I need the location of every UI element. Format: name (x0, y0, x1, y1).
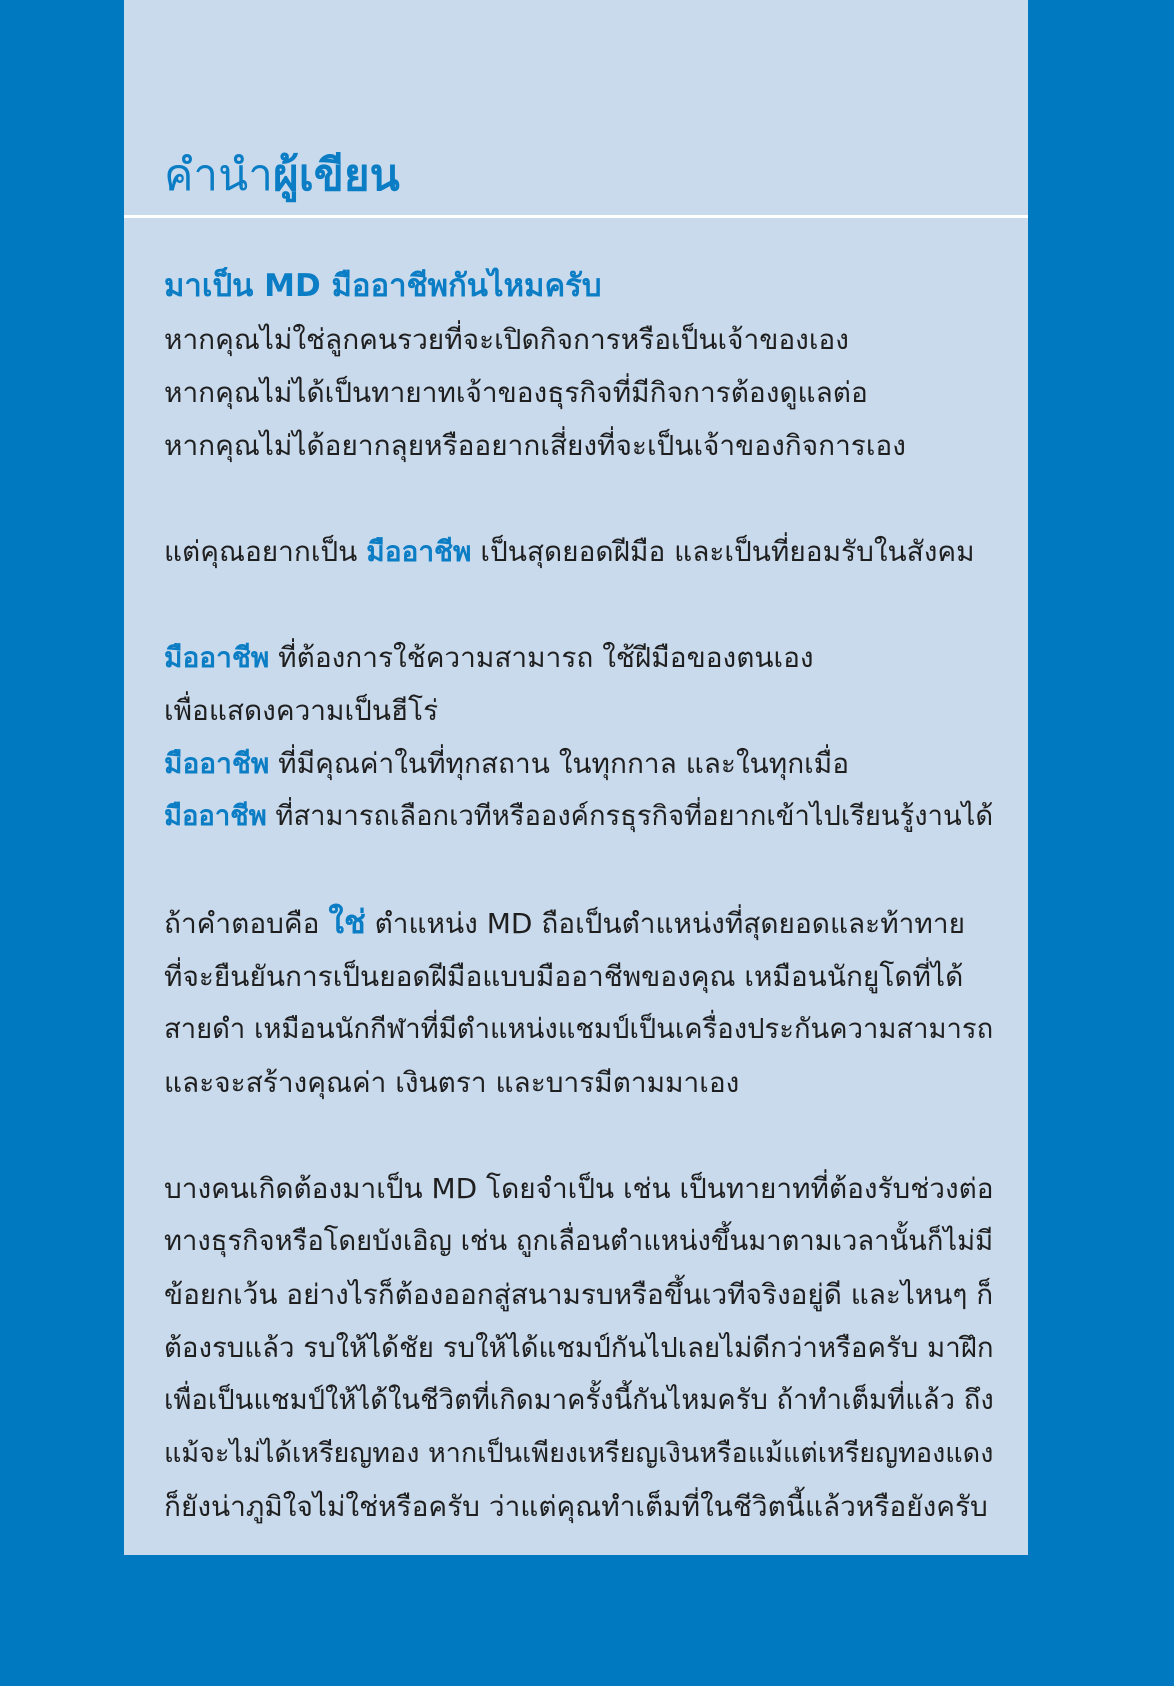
pro-line (164, 737, 994, 790)
pro-text: ที่ต้องการใช้ความสามารถ ใช้ฝีมือของตนเอง (269, 641, 814, 674)
pro-line (164, 790, 994, 843)
closing-line: แม้จะไม่ได้เหรียญทอง หากเป็นเพียงเหรียญเงินหรือแม้แต่เหรียญทองแดง (164, 1438, 994, 1469)
answer-line (164, 896, 994, 950)
paragraph-gap (164, 843, 994, 896)
page-title (164, 140, 400, 212)
answer-line: และจะสร้างคุณค่า เงินตรา และบารมีตามมาเอง (164, 1066, 740, 1099)
intro-line: หากคุณไม่ใช่ลูกคนรวยที่จะเปิดกิจการหรือเป็นเจ้าของเอง (164, 323, 849, 356)
closing-line: ก็ยังน่าภูมิใจไม่ใช่หรือครับ ว่าแต่คุณทำเต็มที่ในชีวิตนี้แล้วหรือยังครับ (164, 1490, 988, 1523)
pro-highlight: มืออาชีพ (164, 747, 270, 780)
page-panel (124, 0, 1028, 1555)
pro-line (164, 631, 994, 684)
answer-text-before: ถ้าคำตอบคือ (164, 907, 329, 940)
want-highlight: มืออาชีพ (366, 535, 472, 568)
closing-line: เพื่อเป็นแชมป์ให้ได้ในชีวิตที่เกิดมาครั้งนี้กันไหมครับ ถ้าทำเต็มที่แล้ว ถึง (164, 1385, 994, 1416)
answer-highlight: ใช่ (328, 903, 366, 941)
pro-text: ที่สามารถเลือกเวทีหรือองค์กรธุรกิจที่อยากเข้าไปเรียนรู้งานได้ (266, 801, 994, 832)
want-text-before: แต่คุณอยากเป็น (164, 535, 367, 568)
answer-line: ที่จะยืนยันการเป็นยอดฝีมือแบบมืออาชีพของคุณ เหมือนนักยูโดที่ได้ (164, 960, 964, 993)
pro-line: เพื่อแสดงความเป็นฮีโร่ (164, 694, 439, 727)
closing-line: บางคนเกิดต้องมาเป็น MD โดยจำเป็น เช่น เป็นทายาทที่ต้องรับช่วงต่อ (164, 1172, 994, 1205)
paragraph-gap (164, 472, 994, 525)
closing-line: ข้อยกเว้น อย่างไรก็ต้องออกสู่สนามรบหรือขึ้นเวทีจริงอยู่ดี และไหนๆ ก็ (164, 1278, 994, 1311)
pro-highlight: มืออาชีพ (164, 641, 270, 674)
answer-line: สายดำ เหมือนนักกีฬาที่มีตำแหน่งแชมป์เป็นเครื่องประกันความสามารถ (164, 1014, 994, 1045)
title-divider (124, 215, 1028, 218)
want-text-after: เป็นสุดยอดฝีมือ และเป็นที่ยอมรับในสังคม (471, 535, 975, 568)
title-part-regular: คำนำ (164, 150, 273, 201)
intro-line: หากคุณไม่ได้เป็นทายาทเจ้าของธุรกิจที่มีกิจการต้องดูแลต่อ (164, 376, 868, 409)
title-part-bold: ผู้เขียน (272, 150, 400, 201)
closing-line: ต้องรบแล้ว รบให้ได้ชัย รบให้ได้แชมป์กันไปเลยไม่ดีกว่าหรือครับ มาฝึก (164, 1331, 994, 1364)
section-heading: มาเป็น MD มืออาชีพกันไหมครับ (164, 268, 602, 304)
closing-line: ทางธุรกิจหรือโดยบังเอิญ เช่น ถูกเลื่อนตำแหน่งขึ้นมาตามเวลานั้นก็ไม่มี (164, 1226, 994, 1257)
intro-line: หากคุณไม่ได้อยากลุยหรืออยากเสี่ยงที่จะเป็นเจ้าของกิจการเอง (164, 429, 906, 462)
article-body (164, 260, 994, 1533)
answer-text-after: ตำแหน่ง MD ถือเป็นตำแหน่งที่สุดยอดและท้าทาย (365, 907, 965, 940)
pro-text: ที่มีคุณค่าในที่ทุกสถาน ในทุกกาล และในทุกเมื่อ (269, 747, 850, 780)
want-paragraph (164, 525, 994, 578)
pro-highlight: มืออาชีพ (164, 801, 267, 832)
paragraph-gap (164, 1109, 994, 1162)
paragraph-gap (164, 578, 994, 631)
